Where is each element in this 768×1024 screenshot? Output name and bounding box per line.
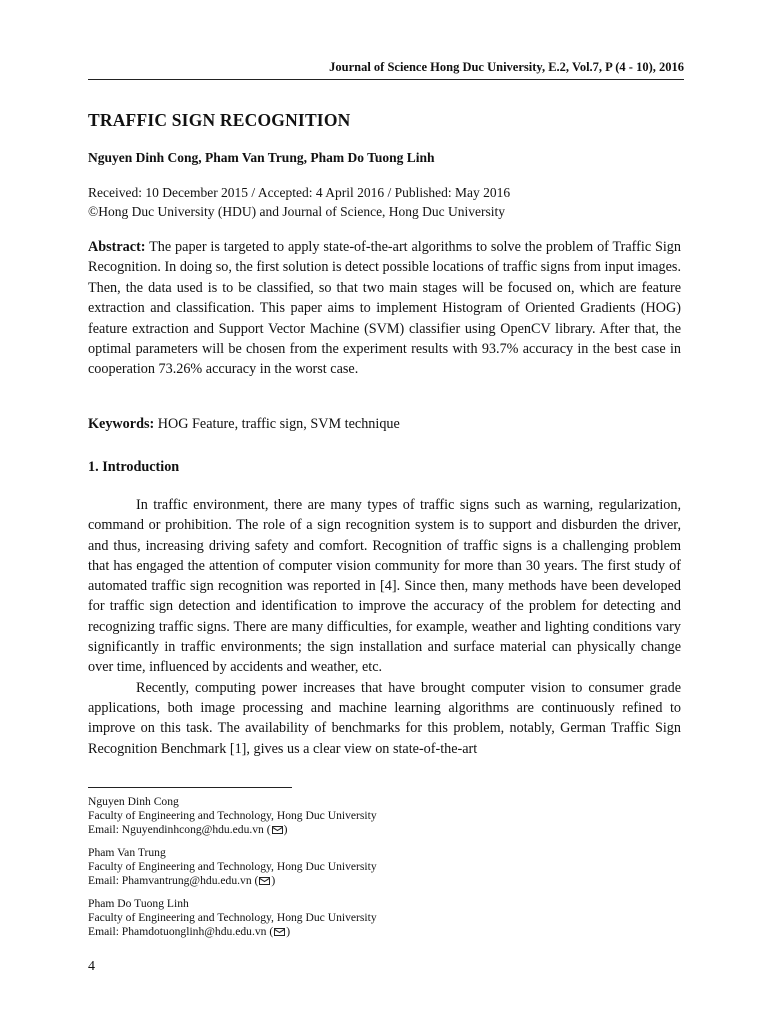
paragraph: Recently, computing power increases that have brought computer vision to consumer grade applications, both image processing and machine learning algorithms are continuously refined to improve on this task. The availability of benchmarks for this problem, notably, German Traffic Sign Recognition Benchmark [1], gives us a clear view on state-of-the-art [88, 679, 681, 757]
page-number: 4 [88, 959, 95, 974]
keywords-label: Keywords: [88, 416, 155, 432]
footnote-email: Email: Phamdotuonglinh@hdu.edu.vn ( [88, 925, 274, 938]
footnote-close: ) [286, 925, 291, 938]
envelope-icon [259, 877, 270, 885]
footnote-email-line [88, 925, 588, 939]
footnote-email-line [88, 874, 588, 888]
footnote-email: Email: Phamvantrung@hdu.edu.vn ( [88, 874, 259, 887]
footnote-email: Email: Nguyendinhcong@hdu.edu.vn ( [88, 823, 271, 836]
keywords-text: HOG Feature, traffic sign, SVM technique [154, 416, 400, 432]
dates-line: Received: 10 December 2015 / Accepted: 4 April 2016 / Published: May 2016 [88, 185, 511, 200]
envelope-icon [272, 826, 283, 834]
footnote-author-2 [88, 846, 588, 888]
footnote-email-line [88, 823, 588, 837]
footnote-name: Nguyen Dinh Cong [88, 795, 179, 808]
footnote-close: ) [271, 874, 276, 887]
footnote-author-3 [88, 897, 588, 939]
footnote-rule [88, 787, 292, 788]
footnote-affiliation: Faculty of Engineering and Technology, Hong Duc University [88, 911, 377, 924]
copyright-line: ©Hong Duc University (HDU) and Journal of Science, Hong Duc University [88, 204, 506, 219]
abstract-text: The paper is targeted to apply state-of-the-art algorithms to solve the problem of Traffic Sign Recognition. In doing so, the first solution is detect possible locations of traffic signs from input images. Then, the data used is to be classified, so that two main stages will be focused on, which are feature extraction and classification. This paper aims to implement Histogram of Oriented Gradients (HOG) feature extraction and Support Vector Machine (SVM) classifier using OpenCV library. After that, the optimal parameters will be chosen from the experiment results with 93.7% accuracy in the best case in cooperation 73.26% accuracy in the worst case. [88, 239, 681, 378]
running-head: Journal of Science Hong Duc University, E.2, Vol.7, P (4 - 10), 2016 [88, 60, 684, 80]
footnote-affiliation: Faculty of Engineering and Technology, Hong Duc University [88, 809, 377, 822]
keywords [88, 414, 681, 434]
abstract [88, 237, 681, 380]
footnote-name: Pham Van Trung [88, 846, 166, 859]
author-footnotes [88, 795, 588, 948]
section-heading-introduction: 1. Introduction [88, 459, 180, 475]
publication-info [88, 183, 688, 221]
paper-title: TRAFFIC SIGN RECOGNITION [88, 110, 351, 130]
author-list: Nguyen Dinh Cong, Pham Van Trung, Pham Do Tuong Linh [88, 150, 435, 165]
envelope-icon [274, 928, 285, 936]
footnote-name: Pham Do Tuong Linh [88, 897, 189, 910]
abstract-label: Abstract: [88, 239, 146, 255]
footnote-affiliation: Faculty of Engineering and Technology, Hong Duc University [88, 860, 377, 873]
introduction-body [88, 495, 681, 759]
footnote-author-1 [88, 795, 588, 837]
paragraph: In traffic environment, there are many types of traffic signs such as warning, regularization, command or prohibition. The role of a sign recognition system is to support and disburden the driver, and thus, increasing driving safety and comfort. Recognition of traffic signs is a challenging problem that has engaged the attention of computer vision community for more than 30 years. The first study of automated traffic sign recognition was reported in [4]. Since then, many methods have been developed for traffic sign detection and identification to improve the accuracy of the problem for detecting and recognizing traffic signs. There are many difficulties, for example, weather and lighting conditions vary significantly in traffic environments; the sign installation and surface material can physically change over time, influenced by accidents and weather, etc. [88, 497, 681, 676]
footnote-close: ) [283, 823, 288, 836]
